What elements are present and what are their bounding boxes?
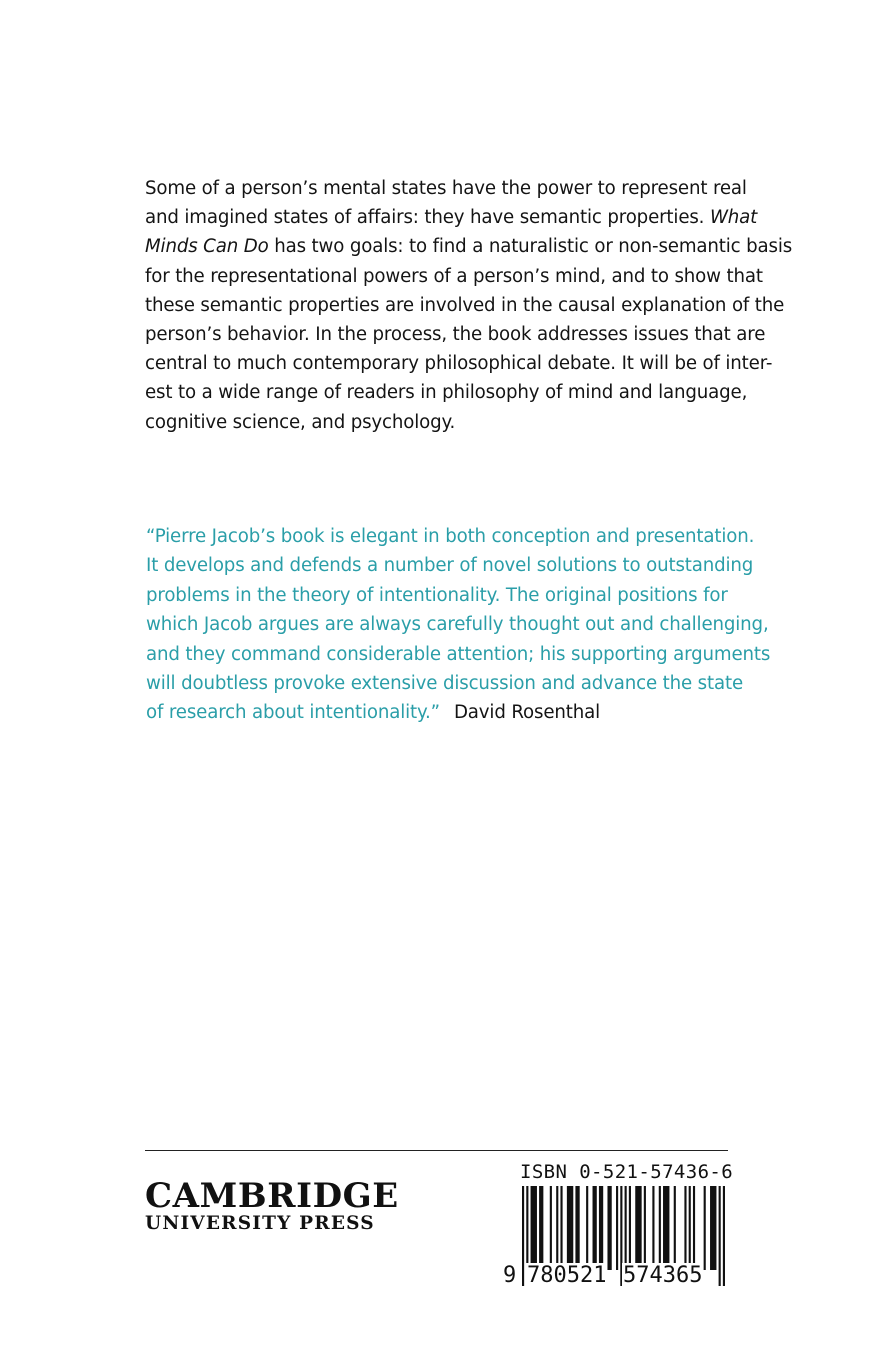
quote-line: problems in the theory of intentionality. The original positions for	[146, 584, 728, 606]
blurb-line: person’s behavior. In the process, the book addresses issues that are	[145, 324, 766, 346]
barcode-bar-16	[629, 1186, 631, 1270]
barcode-bar-18	[644, 1186, 646, 1270]
barcode-first-digit: 9	[503, 1263, 517, 1288]
barcode-bar-7	[567, 1186, 573, 1270]
blurb-line: Some of a person’s mental states have the power to represent real	[145, 178, 747, 199]
book-title-part2: Minds Can Do	[145, 236, 269, 258]
barcode-bar-24	[689, 1186, 691, 1270]
quote-line: “Pierre Jacob’s book is elegant in both conception and presentation.	[146, 526, 755, 547]
blurb-line-text: has two goals: to find a naturalistic or non-semantic basis	[268, 236, 793, 258]
barcode-bar-4	[550, 1186, 552, 1270]
blurb-line: for the representational powers of a person’s mind, and to show that	[145, 265, 763, 287]
barcode-bar-21	[663, 1186, 669, 1270]
blurb-line: est to a wide range of readers in philosophy of mind and language,	[145, 382, 748, 404]
description-blurb	[145, 174, 793, 437]
barcode-bar-3	[539, 1186, 543, 1270]
barcode-right-digits: 574365	[623, 1263, 703, 1288]
barcode-bar-17	[635, 1186, 641, 1270]
barcode-bar-13	[616, 1186, 618, 1270]
book-title-part1: What	[709, 207, 758, 229]
quote-line: and they command considerable attention; his supporting arguments	[146, 643, 771, 665]
blurb-line-text: and imagined states of affairs: they have semantic properties.	[145, 207, 705, 229]
barcode-bar-20	[659, 1186, 661, 1270]
barcode-bar-10	[593, 1186, 597, 1270]
publisher-press: UNIVERSITY PRESS	[145, 1213, 375, 1234]
blurb-line: these semantic properties are involved in the causal explanation of the	[145, 294, 785, 316]
barcode-bar-12	[607, 1186, 611, 1270]
barcode-left-digits: 780521	[527, 1263, 607, 1288]
quote-line	[146, 698, 746, 727]
isbn-label: ISBN 0-521-57436-6	[520, 1161, 734, 1183]
publisher-logo	[145, 1176, 405, 1236]
barcode-bar-9	[586, 1186, 588, 1270]
barcode-bar-27	[710, 1186, 716, 1270]
quote-line-text: of research about intentionality.”	[146, 702, 440, 724]
barcode-bar-23	[684, 1186, 686, 1270]
quote-line: which Jacob argues are always carefully thought out and challenging,	[146, 614, 769, 636]
barcode-bar-2	[531, 1186, 537, 1270]
quote-line: It develops and defends a number of novel solutions to outstanding	[146, 555, 754, 577]
blurb-line: cognitive science, and psychology.	[145, 411, 456, 433]
quote-author: David Rosenthal	[453, 702, 600, 724]
endorsement-quote	[146, 522, 771, 728]
barcode-bar-19	[652, 1186, 654, 1270]
barcode-bar-8	[575, 1186, 579, 1270]
blurb-line	[145, 203, 758, 232]
publisher-name: CAMBRIDGE	[145, 1176, 399, 1216]
barcode-bar-25	[693, 1186, 695, 1270]
blurb-line	[145, 232, 793, 261]
barcode-bar-11	[599, 1186, 603, 1270]
quote-line: will doubtless provoke extensive discussion and advance the state	[146, 673, 743, 695]
footer-divider	[145, 1150, 728, 1151]
barcode-number	[502, 1263, 732, 1291]
blurb-line: central to much contemporary philosophical debate. It will be of inter-	[145, 353, 773, 375]
barcode-bar-22	[674, 1186, 676, 1270]
barcode-bar-6	[560, 1186, 562, 1270]
barcode-bar-26	[704, 1186, 706, 1270]
barcode-bar-5	[556, 1186, 558, 1270]
